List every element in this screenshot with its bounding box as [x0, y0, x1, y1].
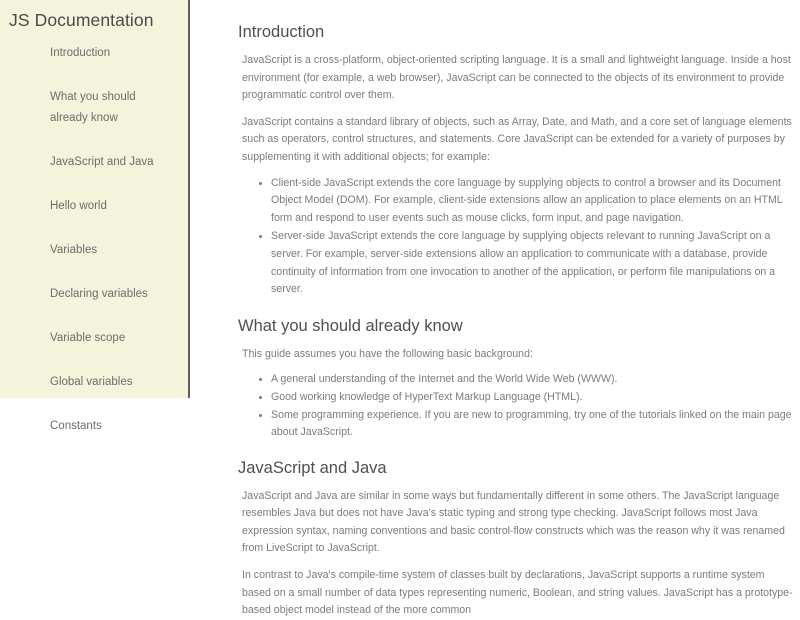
main-documentation-content — [238, 0, 800, 617]
paragraph: JavaScript and Java are similar in some ways but fundamentally different in some others. The JavaScript language resembles Java but does not have Java's static typing and strong type checking. JavaScript follows most Java expression syntax, naming conventions and basic control-flow constructs which was the reason why it was renamed from LiveScript to JavaScript. — [242, 489, 785, 555]
sidebar-item-variables[interactable]: Variables — [50, 244, 98, 256]
section-heading-introduction: Introduction — [238, 23, 325, 41]
bullet-list — [238, 167, 800, 300]
sidebar-item-javascript-and-java[interactable]: JavaScript and Java — [50, 156, 154, 168]
list-item — [0, 228, 188, 272]
list-item — [0, 404, 188, 448]
list-item — [0, 360, 188, 404]
list-item: Server-side JavaScript extends the core language by supplying objects relevant to running JavaScript on a server. For example, server-side extensions allow an application to communicate with a database, provide continuity of information from one invocation to another of the application, or perform file manipulations on a server. — [259, 228, 796, 299]
section-javascript-and-java — [238, 442, 800, 620]
sidebar-item-hello-world[interactable]: Hello world — [50, 200, 107, 212]
paragraph: This guide assumes you have the following basic background: — [242, 347, 533, 360]
list-item — [0, 140, 188, 184]
bullet-list — [238, 363, 800, 441]
paragraph: In contrast to Java's compile-time system of classes built by declarations, JavaScript supports a runtime system based on a small number of data types representing numeric, Boolean, and string values. JavaScript has a prototype-based object model instead of the more common — [242, 569, 793, 617]
sidebar-item-global-variables[interactable]: Global variables — [50, 376, 133, 388]
section-introduction — [238, 0, 800, 300]
sidebar-item-introduction[interactable]: Introduction — [50, 47, 111, 59]
list-item: Client-side JavaScript extends the core language by supplying objects to control a browser and its Document Object Model (DOM). For example, client-side extensions allow an application to place elements on an HTML form and respond to user events such as mouse clicks, form input, and page navigation. — [259, 175, 796, 229]
paragraph: JavaScript is a cross-platform, object-oriented scripting language. It is a small and lightweight language. Inside a host environment (for example, a web browser), JavaScript can be connected to the objects of its environment to provide programmatic control over them. — [242, 54, 791, 102]
sidebar-item-declaring-variables[interactable]: Declaring variables — [50, 288, 148, 300]
list-item — [0, 184, 188, 228]
sidebar-navigation — [0, 0, 190, 432]
section-what-you-should-already-know — [238, 300, 800, 442]
paragraph: JavaScript contains a standard library of objects, such as Array, Date, and Math, and a core set of language elements such as operators, control structures, and statements. Core JavaScript can be extended for a variety of purposes by supplementing it with additional objects; for example: — [242, 115, 792, 163]
section-heading-javascript-and-java: JavaScript and Java — [238, 458, 387, 477]
list-item — [0, 272, 188, 316]
sidebar-item-variable-scope[interactable]: Variable scope — [50, 332, 126, 344]
list-item: Good working knowledge of HyperText Markup Language (HTML). — [259, 389, 796, 407]
list-item: A general understanding of the Internet and the World Wide Web (WWW). — [259, 371, 796, 389]
sidebar-title: JS Documentation — [9, 10, 154, 30]
list-item — [0, 75, 188, 140]
list-item — [0, 31, 188, 75]
list-item — [0, 316, 188, 360]
sidebar-item-constants[interactable]: Constants — [50, 420, 102, 432]
sidebar-item-what-you-should-already-know[interactable]: What you should already know — [50, 91, 136, 124]
sidebar-item-list — [0, 31, 188, 448]
section-heading-what-you-should-already-know: What you should already know — [238, 316, 463, 335]
list-item: Some programming experience. If you are new to programming, try one of the tutorials linked on the main page about JavaScript. — [259, 407, 796, 442]
